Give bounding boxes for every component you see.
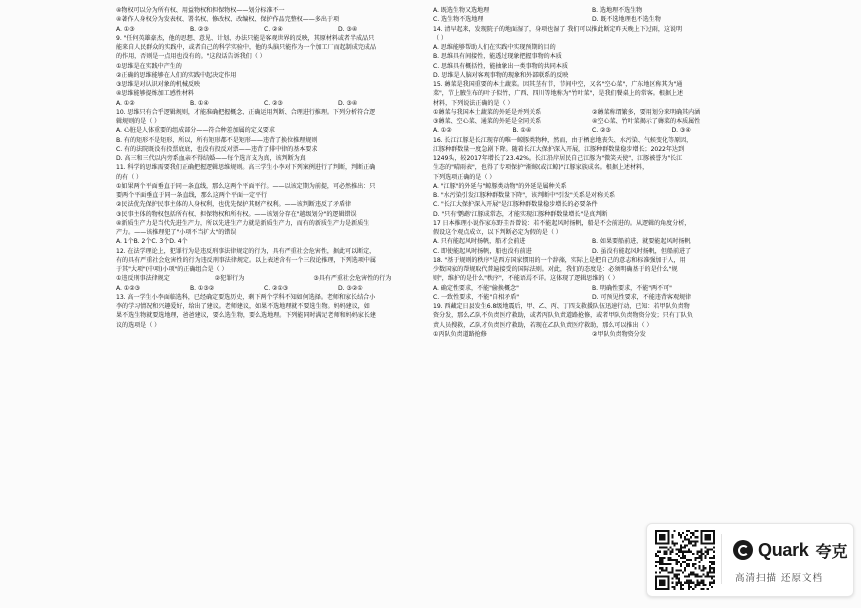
text-line: 的作用，否则是一点用也没有的。"这段话告诉我们（ ） bbox=[116, 53, 266, 61]
text-line: 资分发，那么乙队不负责医疗救助，或者丙队负责道路抢修，或者甲队负责物资分发；只有丁队负 bbox=[433, 312, 693, 320]
option-row bbox=[433, 293, 751, 302]
option-item: C. ②③ bbox=[592, 127, 611, 135]
text-line: A. "江豚"的外延与"鲸豚类动物"的外延是属种关系 bbox=[433, 182, 567, 190]
text-line: 材料，下列说法正确的是（ ） bbox=[433, 99, 514, 107]
text-line: 生态的"晴雨表"，也得了专项保护"渐鲸(或江鲸)"江豚家族成名。根据上述材料， bbox=[433, 164, 649, 172]
option-row bbox=[433, 126, 751, 135]
text-line: 12. 在法学理论上，犯罪行为是违反刑事法律规定的行为，具有严重社会危害性，据此可以断定， bbox=[116, 247, 376, 255]
option-item: ④空心菜、竹叶菜揭示了薅菜的本质属性 bbox=[592, 118, 701, 125]
text-line: 少数国家的帮规取代普遍接受的国际法则。对此，我们的态度是：必须明确基于的是什么"规 bbox=[433, 266, 678, 273]
option-row bbox=[116, 25, 412, 34]
option-row bbox=[433, 237, 751, 246]
option-item: B. ①④ bbox=[512, 127, 532, 135]
option-row bbox=[433, 6, 751, 15]
option-item: ②薅菜称谓繁多，要用划分来明确其内涵 bbox=[592, 108, 701, 116]
text-line: 的有（ ） bbox=[116, 173, 143, 181]
text-line: B. "水污染引发江豚种群数量下降"，该判断中"引发"关系是对称关系 bbox=[433, 192, 616, 199]
text-line: 15. 薅菜是我国重要的本土蔬菜。因其茎有节，节间中空，又名"空心菜"，广东地区称其为"通 bbox=[433, 81, 683, 88]
text-line: 要两个平面垂直于同一条直线，那么这两个平面一定平行 bbox=[116, 192, 268, 199]
text-line: 则"，维护的是什么"秩序"，不能语焉不详。这体现了逻辑思维的（ ） bbox=[433, 275, 619, 283]
text-line: 19. 西藏定日县发生6.8级地震后，甲、乙、丙、丁四支救援队伍迅速行动，已知：若甲队负责物 bbox=[433, 303, 690, 310]
text-line: B. 思维具有间接性，能透过现象把握事物的本质 bbox=[433, 53, 562, 61]
text-line: ②民法优先保护民事主体的人身权利，也优先保护其财产权利。——该判断违反了矛盾律 bbox=[116, 201, 352, 209]
quark-brand-cn: 夸克 bbox=[815, 541, 848, 561]
text-line: C. 有的法院既没有投票底底，也没有投反对票——违背了排中律的基本要求 bbox=[116, 145, 318, 153]
option-item: D. ③④ bbox=[671, 127, 691, 135]
quark-brand-en: Quark bbox=[758, 539, 809, 560]
text-line: 李的学习情况和兴趣爱好，给出了建议。老师建议，如果不选地理就不要选生物。妈妈建议，如 bbox=[116, 303, 370, 310]
option-item: D. 既不选地理也不选生物 bbox=[592, 16, 661, 24]
option-item: C. 一致性要求，不能"自相矛盾" bbox=[433, 293, 520, 301]
text-line: 1249头，较2017年增长了23.42%。长江沿岸居民自己江豚为"微笑天使"，江豚被誉为"长江 bbox=[433, 155, 683, 162]
text-line: 辑规则的是（ ） bbox=[116, 118, 161, 125]
text-line: 江豚种群数量一度急剧下降。随着长江大保护深入开展，江豚种群数量稳步增长；2022年达到 bbox=[433, 145, 685, 153]
text-line: 产力。——该推理犯了"小项不当扩大"的错误 bbox=[116, 229, 237, 236]
text-line: ②正确的思维能够在人们的实践中起决定作用 bbox=[116, 71, 237, 79]
text-line: ④物权可以分为所有权、用益物权和担保物权——划分标准不一 bbox=[116, 7, 285, 14]
text-line: ④著作人身权分为发表权、署名权、修改权、改编权、保护作品完整权——多出于项 bbox=[116, 16, 339, 24]
text-line: D. "只有'鹦鹉'江豚成常态，才能实现江豚种群数量增长"是真判断 bbox=[433, 210, 608, 218]
option-item: C. 即使能起风时扬帆，船也没有前进 bbox=[433, 247, 532, 255]
option-row bbox=[116, 274, 412, 283]
option-item: ③薅菜、空心菜、通菜的外延是全同关系 bbox=[433, 118, 542, 125]
text-line: D. 高三和三代以内旁系血亲不得结婚——每个选言支为真，该判断为真 bbox=[116, 155, 306, 162]
text-line: 13. 高一学生小李面临选科，已经确定要选历史，剩下两个学科不知如何选择。老师和家长结合小 bbox=[116, 293, 376, 301]
option-item: B. 如果要船前进，就要能起风时扬帆 bbox=[592, 238, 691, 246]
text-line: ④新质生产力是当代先进生产力，所以先进生产力就是新质生产力，而有的新质生产力是新质生 bbox=[116, 219, 370, 227]
text-line: 有的具有严重社会危害性的行为违反刑事法律规定。以上表述含有一个三段论推理，下列选项中属 bbox=[116, 256, 376, 264]
option-item: D. ③④ bbox=[338, 25, 358, 33]
text-line: 责人员搜救，乙队才负责医疗救助，若现在乙队负责医疗救助，那么可以推出（ ） bbox=[433, 321, 653, 329]
card-divider bbox=[721, 534, 722, 584]
option-item: C. ②④ bbox=[264, 25, 283, 33]
option-row bbox=[433, 330, 751, 339]
option-item: D. 可预见性要求，不能违背客观规律 bbox=[592, 293, 692, 301]
option-item: ③具有严重社会危害性的行为 bbox=[313, 275, 392, 283]
right-column bbox=[433, 6, 751, 339]
option-item: B. 明确性要求，不能"两不可" bbox=[592, 284, 672, 292]
quark-tagline: 高清扫描 还原文档 bbox=[735, 573, 824, 584]
text-line: （ ） bbox=[433, 34, 447, 42]
option-row bbox=[433, 117, 751, 126]
text-line: 17 日本推理小说作家东野圭吾曾说：若不能起风时扬帆，船是不会前进的。从逻辑的角度分析， bbox=[433, 219, 691, 227]
text-line: 议的选项是（ ） bbox=[116, 321, 161, 329]
option-item: A. 确定性要求，不能"偷换概念" bbox=[433, 284, 519, 292]
text-line: 假设这个观点成立，以下判断必定为假的是（ ） bbox=[433, 229, 562, 236]
text-line: B. 有的矩形不是矩形，所以，所有矩形都不是矩形——违背了换位推理规则 bbox=[116, 136, 318, 144]
option-item: A. ①② bbox=[433, 127, 452, 135]
option-row bbox=[433, 15, 751, 24]
left-column bbox=[116, 6, 412, 330]
option-item: ①薅菜与我国本土蔬菜的外延是并列关系 bbox=[433, 108, 542, 116]
text-line: C. 思维具有概括性，能抽象出一类事物的共同本质 bbox=[433, 62, 568, 70]
option-item: C. 选生物不选地理 bbox=[433, 16, 484, 24]
text-line: C. "长江大保护深入开展"是江豚种群数量稳步增长的必要条件 bbox=[433, 201, 598, 209]
text-line: 10. 思维只有合乎逻辑规则，才能准确把握概念、正确运用判断、合理进行推理。下列分析符合逻 bbox=[116, 108, 376, 116]
quark-logo-icon bbox=[733, 540, 753, 560]
option-item: B. ①④ bbox=[190, 99, 209, 107]
qr-code-icon bbox=[655, 530, 715, 590]
text-line: 菜"，节上腋生布的叶子似竹，广西、四川等地称为"竹叶菜"，是我们餐桌上的常客。根据上述 bbox=[433, 90, 684, 98]
option-row bbox=[116, 99, 412, 108]
text-line: A. 思维能够帮助人们在实践中实现预期的目的 bbox=[433, 44, 556, 51]
text-line: ①思维是在实践中产生的 bbox=[116, 62, 182, 70]
option-item: ②犯罪行为 bbox=[214, 275, 245, 283]
text-line: 9. "任何英雄豪杰，他的思想、意见、计划、办法只能是客观世界的反映，其原材料或者半成品只 bbox=[116, 34, 375, 42]
option-item: C. ②①③ bbox=[264, 284, 289, 292]
text-line: 14. 清早起来，发现院子的地面湿了，身项也湿了 我们可以推此断定昨天晚上下过雨，这说明 bbox=[433, 25, 683, 33]
option-item: A. 只有能起风时扬帆，船才会前进 bbox=[433, 238, 526, 246]
option-item: A. ①② bbox=[116, 99, 135, 107]
text-line: ③思维是对认识对象的机械反映 bbox=[116, 81, 200, 88]
text-line: 18. "基于规则的秩序"是西方国家惯用的一个辞藻，实际上是把自己的意志和标准强加于人，用 bbox=[433, 256, 686, 264]
option-item: ①违反刑事法律规定 bbox=[116, 275, 170, 283]
option-item: D. ③②① bbox=[338, 284, 363, 292]
text-line: 16. 长江江豚是长江现存的唯一鲸豚类物种，然而，由于栖息地丧失、水污染、气候变化等原因， bbox=[433, 136, 693, 144]
text-line: A. 心脏是人体重要的组成部分——符合种差加属的定义要求 bbox=[116, 127, 275, 135]
option-item: D. ③④ bbox=[338, 99, 358, 107]
option-item: C. ②③ bbox=[264, 99, 283, 107]
text-line: 11. 科学的思维需要我们正确把握逻辑思维规则。高三学生小李对下列案例进行了判断，判断正确 bbox=[116, 164, 376, 172]
option-item: B. ②③ bbox=[190, 25, 209, 33]
text-line: 能来自人民群众的实践中，或者自己的科学实验中，他的头脑只能作为一个加工厂而起制成完成品 bbox=[116, 44, 376, 51]
option-item: A. ①③ bbox=[116, 25, 135, 33]
text-line: 下列选项正确的是（ ） bbox=[433, 173, 496, 181]
option-item: A. ①②③ bbox=[116, 284, 141, 292]
text-line: ①如果两个平面垂直于同一条直线，那么这两个平面平行。——以该定期为前提，可必然推出：只 bbox=[116, 182, 376, 190]
text-line: 于其"大项"(中项)小项"的正确组合是（ ） bbox=[116, 266, 228, 273]
text-line: ③民事主体的物权包括所有权、担保物权和所有权。——该划分存在"越级划分"的逻辑错误 bbox=[116, 210, 357, 218]
option-row bbox=[433, 247, 751, 256]
quark-logo bbox=[733, 538, 848, 562]
text-line: 果不选生物就要选地理，爸爸建议，要么选生物，要么选地理。下列能同时满足老师和妈妈家长建 bbox=[116, 312, 376, 320]
option-item: A. 既选生物又选地理 bbox=[433, 7, 490, 14]
text-line: D. 思维是人脑对客观事物的现象和外部联系的反映 bbox=[433, 71, 569, 79]
text-line: ④思维能够提炼加工感性材料 bbox=[116, 90, 194, 98]
text-line: A. 1个B. 2个C. 3个D. 4个 bbox=[116, 238, 188, 246]
option-item: B. 选地理不选生物 bbox=[592, 7, 643, 14]
option-item: B. ①③② bbox=[190, 284, 215, 292]
option-item: ②甲队负责物资分发 bbox=[592, 330, 646, 338]
option-row bbox=[433, 284, 751, 293]
quark-scan-card[interactable] bbox=[646, 523, 854, 597]
option-row bbox=[116, 284, 412, 293]
option-item: D. 虽没有能起风时扬帆，但船前进了 bbox=[592, 247, 692, 255]
option-row bbox=[433, 108, 751, 117]
option-item: ①丙队负责道路抢修 bbox=[433, 330, 487, 338]
